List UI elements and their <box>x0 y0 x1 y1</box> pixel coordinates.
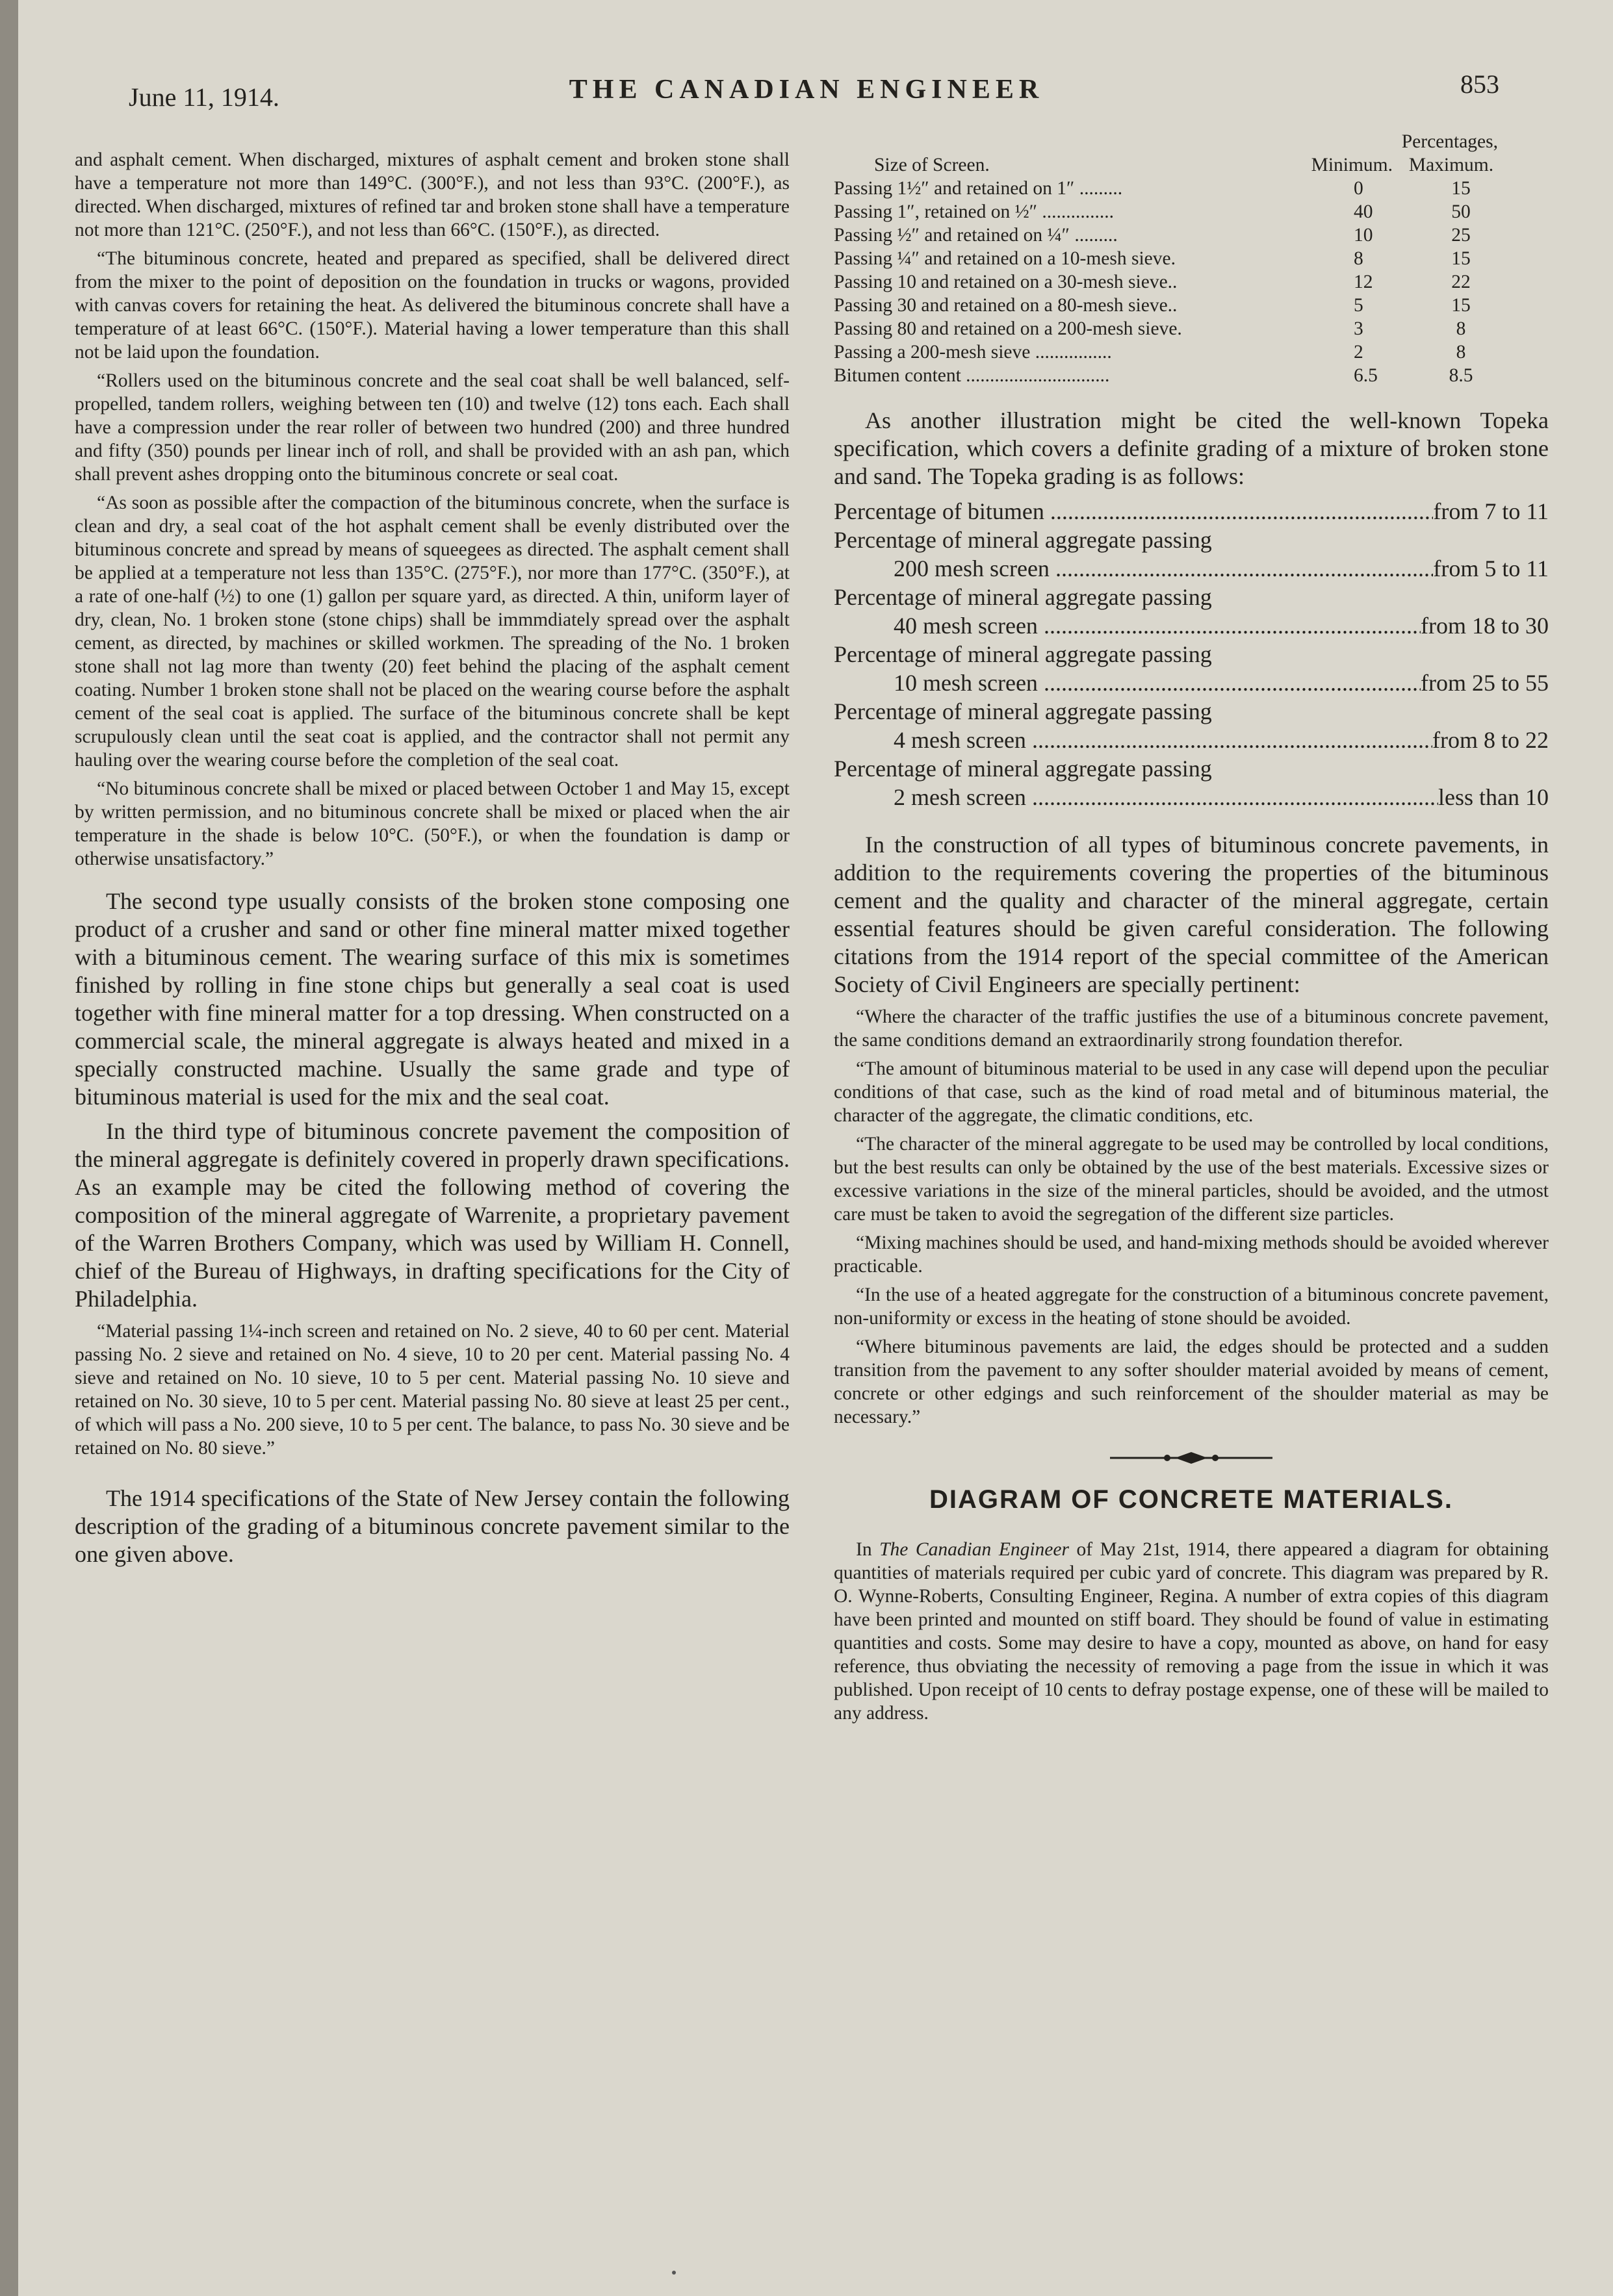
table-row <box>834 364 1524 387</box>
table-cell-max: 8 <box>1456 318 1466 339</box>
table-row <box>834 223 1524 247</box>
header-date: June 11, 1914. <box>129 83 279 112</box>
table-row <box>834 294 1524 317</box>
table-row <box>834 247 1524 270</box>
table-cell-min: 12 <box>1354 272 1373 292</box>
body-text <box>834 831 1549 999</box>
paragraph: The 1914 specifications of the State of New Jersey contain the following description of the grading of a bituminous concrete pavement similar to the one given above. <box>75 1485 790 1567</box>
table-cell-min: 2 <box>1354 342 1363 363</box>
table-row <box>834 177 1524 200</box>
grading-label: Percentage of mineral aggregate passing <box>834 756 1212 782</box>
paragraph: “As soon as possible after the compaction of the bituminous concrete, when the surface is clean and dry, a seal coat of the hot asphalt cement shall be evenly distributed over the bituminous concrete and spread by means of squeegees as directed. The asphalt cement shall be applied at a temperature not less than 135°C. (275°F.), nor more than 177°C. (350°F.), at a rate of one-half (½) to one (1) gallon per square yard, as directed. A thin, uniform layer of dry, clean, No. 1 broken stone (stone chips) shall be immmdiately spread over the asphalt cement, as directed, by machines or skilled workmen. The spreading of the No. 1 broken stone shall not lag more than twenty (20) feet behind the placing of the asphalt cement coating. Number 1 broken stone shall not be placed on the wearing course before the asphalt cement of the seal coat is applied. The surface of the bituminous concrete shall be kept scrupulously clean until the seat coat is applied, and the contractor shall not permit any hauling over the wearing course before the completion of the seal coat. <box>75 492 790 771</box>
grading-line <box>834 783 1549 811</box>
quote: “The character of the mineral aggregate to be used may be controlled by local conditions, but the best results can only be obtained by the use of the best materials. Excessive sizes or excessive variations in the size of the mineral particles, should be avoided, and the utmost care must be taken to avoid the segregation of the different size particles. <box>834 1134 1549 1225</box>
left-column <box>75 148 790 1575</box>
grading-label: Percentage of bitumen ..... <box>834 497 1433 526</box>
grading-value: less than 10 <box>1438 784 1549 810</box>
grading-line <box>834 497 1549 526</box>
binding-gutter <box>0 0 18 2296</box>
grading-value: from 25 to 55 <box>1421 670 1549 696</box>
quote: “In the use of a heated aggregate for the construction of a bituminous concrete pavement, non-uniformity or excess in the heating of stone should be avoided. <box>834 1284 1549 1329</box>
grading-label: Percentage of mineral aggregate passing <box>834 698 1212 724</box>
journal-title: THE CANADIAN ENGINEER <box>569 75 1044 105</box>
section-divider-ornament <box>834 1451 1549 1468</box>
table-cell-max: 15 <box>1451 295 1471 316</box>
grading-line <box>834 726 1549 754</box>
paragraph: and asphalt cement. When discharged, mixtures of asphalt cement and broken stone shall have a temperature not more than 149°C. (300°F.), and not less than 93°C. (200°F.), as directed. When discharged, mixtures of refined tar and broken stone shall have a temperature not more than 121°C. (250°F.), and not less than 66°C. (150°F.), as directed. <box>75 149 790 240</box>
paragraph: “Rollers used on the bituminous concrete and the seal coat shall be well balanced, self-propelled, tandem rollers, weighing between ten (10) and twelve (12) tons each. Each shall have a compression under the rear roller of between two hundred (200) and three hundred and fifty (350) pounds per linear inch of roll, and shall be provided with an ash pan, which shall prevent ashes dropping onto the bituminous concrete or seal coat. <box>75 370 790 485</box>
specification-quotes <box>75 148 790 871</box>
body-text <box>75 1485 790 1568</box>
grading-line <box>834 611 1549 640</box>
table-cell-label: Passing ¼″ and retained on a 10-mesh sieve. <box>834 248 1176 269</box>
journal-name: The Canadian Engineer <box>879 1539 1069 1560</box>
grading-line <box>834 697 1549 726</box>
table-row <box>834 270 1524 294</box>
table-cell-max: 15 <box>1451 178 1471 199</box>
right-column <box>834 130 1549 1730</box>
topeka-grading-list <box>834 497 1549 811</box>
grading-line <box>834 583 1549 611</box>
grading-line <box>834 526 1549 554</box>
grading-line <box>834 554 1549 583</box>
body-text <box>75 887 790 1313</box>
paragraph: In The Canadian Engineer of May 21st, 1914, there appeared a diagram for obtaining quantities of materials required per cubic yard of concrete. This diagram was prepared by R. O. Wynne-Roberts, Consulting Engineer, Regina. A number of extra copies of this diagram have been printed and mounted on stiff board. They should be found of value in estimating quantities and costs. Some may desire to have a copy, mounted as above, on hand for easy reference, thus obviating the necessity of removing a page from the issue in which it was published. Upon receipt of 10 cents to defray postage expense, one of these will be mailed to any address. <box>834 1539 1549 1724</box>
table-cell-min: 10 <box>1354 225 1373 246</box>
page-mark <box>672 2271 676 2275</box>
paragraph: “Material passing 1¼-inch screen and retained on No. 2 sieve, 40 to 60 per cent. Material passing No. 2 sieve and retained on No. 4 sieve, 10 to 20 per cent. Material passing No. 4 sieve and retained on No. 10 sieve, 10 to 5 per cent. Material passing No. 10 sieve and retained on No. 30 sieve, 10 to 5 per cent. Material passing No. 80 sieve at least 25 per cent., of which will pass a No. 200 sieve, 10 to 5 per cent. The balance, to pass No. 30 sieve and be retained on No. 80 sieve.” <box>75 1321 790 1459</box>
paragraph: In the third type of bituminous concrete pavement the composition of the mineral aggregate is definitely covered in properly drawn specifications. As an example may be cited the following method of covering the composition of the mineral aggregate of Warrenite, a proprietary pavement of the Warren Brothers Company, which was used by William H. Connell, chief of the Bureau of Highways, in drafting specifications for the City of Philadelphia. <box>75 1118 790 1312</box>
table-cell-min: 3 <box>1354 318 1363 339</box>
table-cell-max: 15 <box>1451 248 1471 269</box>
grading-value: from 7 to 11 <box>1433 498 1549 524</box>
grading-label: 40 mesh screen ..... <box>894 611 1421 640</box>
paragraph: In the construction of all types of bituminous concrete pavements, in addition to the requirements covering the properties of the bituminous cement and the quality and character of the mineral aggregate, certain essential features should be given careful consideration. The following citations from the 1914 report of the special committee of the American Society of Civil Engineers are specially pertinent: <box>834 832 1549 997</box>
table-row <box>834 317 1524 340</box>
paragraph: The second type usually consists of the broken stone composing one product of a crusher and sand or other fine mineral matter mixed together with a bituminous cement. The wearing surface of this mix is sometimes finished by rolling in fine stone chips but generally a seal coat is used together with fine mineral matter for a top dressing. When constructed on a commercial scale, the mineral aggregate is always heated and mixed in a specially constructed machine. Usually the same grade and type of bituminous material is used for the mix and the seal coat. <box>75 888 790 1110</box>
page-header <box>0 65 1613 117</box>
page-number: 853 <box>1460 70 1499 99</box>
grading-label: 200 mesh screen ..... <box>894 554 1433 583</box>
table-cell-label: Bitumen content .............................. <box>834 365 1110 386</box>
table-row <box>834 200 1524 223</box>
table-row <box>834 340 1524 364</box>
table-cell-label: Passing ½″ and retained on ¼″ ......... <box>834 225 1118 246</box>
table-cell-max: 25 <box>1451 225 1471 246</box>
quote: “The amount of bituminous material to be used in any case will depend upon the peculiar conditions of that case, such as the kind of road metal and of bituminous material, the character of the aggregate, the climatic conditions, etc. <box>834 1058 1549 1126</box>
grading-value: from 5 to 11 <box>1433 555 1549 581</box>
paragraph: “The bituminous concrete, heated and prepared as specified, shall be delivered direct from the mixer to the point of deposition on the foundation in trucks or wagons, provided with canvas covers for retaining the heat. As delivered the bituminous concrete shall have a temperature of at least 66°C. (150°F.). Material having a lower temperature than this shall not be laid upon the foundation. <box>75 248 790 363</box>
grading-label: Percentage of mineral aggregate passing <box>834 584 1212 610</box>
paragraph: As another illustration might be cited the well-known Topeka specification, which covers a definite grading of a mixture of broken stone and sand. The Topeka grading is as follows: <box>834 407 1549 489</box>
grading-label: 4 mesh screen ..... <box>894 726 1432 754</box>
grading-value: from 8 to 22 <box>1432 727 1549 753</box>
grading-label: Percentage of mineral aggregate passing <box>834 527 1212 553</box>
screen-grading-table <box>834 130 1524 387</box>
table-caption: Percentages, <box>1401 131 1498 152</box>
table-cell-label: Passing 80 and retained on a 200-mesh sieve. <box>834 318 1182 339</box>
grading-label: Percentage of mineral aggregate passing <box>834 641 1212 667</box>
table-header <box>834 153 1524 177</box>
quote: “Where the character of the traffic justifies the use of a bituminous concrete pavement, the same conditions demand an extraordinarily strong foundation therefor. <box>834 1006 1549 1051</box>
quote: “Where bituminous pavements are laid, the edges should be protected and a sudden transition from the pavement to any softer shoulder material avoided by means of cement, concrete or other edgings and such reinforcement of the shoulder material as may be necessary.” <box>834 1336 1549 1427</box>
grading-value: from 18 to 30 <box>1421 613 1549 639</box>
grading-line <box>834 754 1549 783</box>
column-header-max: Maximum. <box>1408 155 1494 175</box>
table-cell-label: Passing 1″, retained on ½″ ............... <box>834 201 1114 222</box>
table-cell-label: Passing 1½″ and retained on 1″ ......... <box>834 178 1123 199</box>
table-cell-max: 50 <box>1451 201 1471 222</box>
table-cell-min: 6.5 <box>1354 365 1378 386</box>
column-header-size: Size of Screen. <box>874 155 990 175</box>
grading-line <box>834 669 1549 697</box>
table-cell-label: Passing 10 and retained on a 30-mesh sieve.. <box>834 272 1178 292</box>
paragraph: “No bituminous concrete shall be mixed or placed between October 1 and May 15, except by written permission, and no bituminous concrete shall be mixed or placed when the air temperature in the shade is below 10°C. (50°F.), or when the foundation is damp or otherwise unsatisfactory.” <box>75 778 790 869</box>
column-header-min: Minimum. <box>1311 155 1393 175</box>
quote: “Mixing machines should be used, and hand-mixing methods should be avoided wherever practicable. <box>834 1232 1549 1277</box>
section-title: DIAGRAM OF CONCRETE MATERIALS. <box>929 1485 1453 1514</box>
grading-label: 2 mesh screen ..... <box>894 783 1438 811</box>
table-body <box>834 177 1524 387</box>
grading-label: 10 mesh screen ..... <box>894 669 1421 697</box>
table-cell-min: 5 <box>1354 295 1363 316</box>
warrenite-quote <box>75 1320 790 1460</box>
table-cell-label: Passing a 200-mesh sieve ................ <box>834 342 1112 363</box>
committee-citations <box>834 1005 1549 1429</box>
body-text <box>834 407 1549 491</box>
table-cell-max: 22 <box>1451 272 1471 292</box>
table-cell-max: 8.5 <box>1449 365 1473 386</box>
grading-line <box>834 640 1549 669</box>
table-cell-label: Passing 30 and retained on a 80-mesh sieve.. <box>834 295 1178 316</box>
table-cell-min: 8 <box>1354 248 1363 269</box>
table-cell-max: 8 <box>1456 342 1466 363</box>
table-cell-min: 0 <box>1354 178 1363 199</box>
table-cell-min: 40 <box>1354 201 1373 222</box>
diagram-notice <box>834 1538 1549 1725</box>
